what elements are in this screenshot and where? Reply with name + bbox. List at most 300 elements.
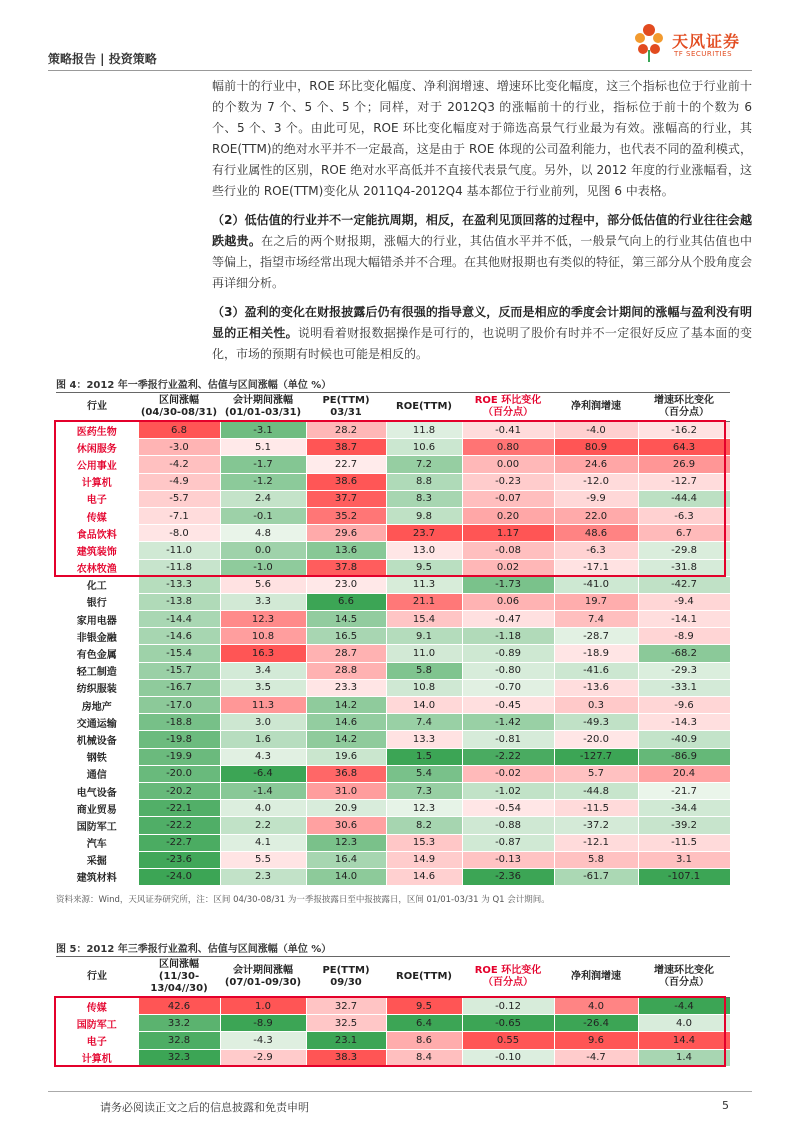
data-cell: -0.45 bbox=[462, 697, 554, 714]
industry-name: 轻工制造 bbox=[56, 662, 138, 679]
data-cell: -29.3 bbox=[638, 662, 730, 679]
data-cell: 0.06 bbox=[462, 593, 554, 610]
data-cell: 22.0 bbox=[554, 507, 638, 524]
data-cell: 0.3 bbox=[554, 697, 638, 714]
data-cell: 6.6 bbox=[306, 593, 386, 610]
flower-logo-icon bbox=[632, 22, 666, 62]
data-cell: -22.1 bbox=[138, 800, 220, 817]
industry-name: 纺织服装 bbox=[56, 679, 138, 696]
table-row bbox=[56, 507, 730, 524]
data-cell: 16.5 bbox=[306, 628, 386, 645]
table-row bbox=[56, 490, 730, 507]
data-cell: -37.2 bbox=[554, 817, 638, 834]
table-row bbox=[56, 679, 730, 696]
data-cell: 3.1 bbox=[638, 851, 730, 868]
industry-name: 休闲服务 bbox=[56, 439, 138, 456]
data-cell: 15.3 bbox=[386, 834, 462, 851]
table5-title: 图 5：2012 年三季报行业盈利、估值与区间涨幅（单位 %） bbox=[56, 944, 332, 955]
data-cell: -1.18 bbox=[462, 628, 554, 645]
table-row bbox=[56, 731, 730, 748]
table-row bbox=[56, 851, 730, 868]
industry-name: 计算机 bbox=[56, 1049, 138, 1066]
data-cell: -20.2 bbox=[138, 782, 220, 799]
data-cell: -14.6 bbox=[138, 628, 220, 645]
data-cell: -0.88 bbox=[462, 817, 554, 834]
table-row bbox=[56, 1049, 730, 1066]
data-cell: 6.7 bbox=[638, 525, 730, 542]
column-header: 净利润增速 bbox=[571, 401, 621, 412]
column-header: PE(TTM) 03/31 bbox=[322, 395, 370, 418]
data-cell: -21.7 bbox=[638, 782, 730, 799]
table-row bbox=[56, 998, 730, 1015]
data-cell: -1.02 bbox=[462, 782, 554, 799]
data-cell: 2.3 bbox=[220, 868, 306, 885]
industry-name: 化工 bbox=[56, 576, 138, 593]
data-cell: 1.17 bbox=[462, 525, 554, 542]
data-cell: -16.2 bbox=[638, 422, 730, 439]
data-cell: 3.0 bbox=[220, 714, 306, 731]
data-cell: -5.7 bbox=[138, 490, 220, 507]
data-cell: -127.7 bbox=[554, 748, 638, 765]
table4 bbox=[56, 392, 730, 886]
data-cell: 10.8 bbox=[386, 679, 462, 696]
data-cell: 19.6 bbox=[306, 748, 386, 765]
industry-name: 银行 bbox=[56, 593, 138, 610]
industry-name: 机械设备 bbox=[56, 731, 138, 748]
column-header: ROE(TTM) bbox=[396, 971, 452, 982]
industry-name: 公用事业 bbox=[56, 456, 138, 473]
data-cell: 4.8 bbox=[220, 525, 306, 542]
industry-name: 通信 bbox=[56, 765, 138, 782]
data-cell: -8.0 bbox=[138, 525, 220, 542]
data-cell: 32.5 bbox=[306, 1015, 386, 1032]
data-cell: -0.02 bbox=[462, 765, 554, 782]
data-cell: -0.81 bbox=[462, 731, 554, 748]
data-cell: 13.6 bbox=[306, 542, 386, 559]
data-cell: 14.0 bbox=[306, 868, 386, 885]
data-cell: 32.7 bbox=[306, 998, 386, 1015]
data-cell: 1.5 bbox=[386, 748, 462, 765]
industry-name: 非银金融 bbox=[56, 628, 138, 645]
table5 bbox=[56, 956, 730, 1067]
data-cell: -28.7 bbox=[554, 628, 638, 645]
paragraph-3-bold: （3）盈利的变化在财报披露后仍有很强的指导意义，反而是相应的季度会计期间的涨幅与盈利没有明显的正相关性。 bbox=[212, 305, 752, 340]
table-row bbox=[56, 576, 730, 593]
data-cell: -14.3 bbox=[638, 714, 730, 731]
data-cell: 23.7 bbox=[386, 525, 462, 542]
data-cell: -41.0 bbox=[554, 576, 638, 593]
data-cell: -20.0 bbox=[138, 765, 220, 782]
column-header: 会计期间涨幅 (07/01-09/30) bbox=[224, 965, 302, 988]
table-row bbox=[56, 714, 730, 731]
data-cell: -13.8 bbox=[138, 593, 220, 610]
column-header: 增速环比变化 （百分点） bbox=[654, 965, 714, 988]
footer-disclaimer: 请务必阅读正文之后的信息披露和免责申明 bbox=[100, 1101, 309, 1114]
tf-securities-logo bbox=[632, 22, 752, 66]
industry-name: 汽车 bbox=[56, 834, 138, 851]
data-cell: -44.4 bbox=[638, 490, 730, 507]
table-row bbox=[56, 645, 730, 662]
data-cell: 0.80 bbox=[462, 439, 554, 456]
table-row bbox=[56, 834, 730, 851]
paragraph-3 bbox=[212, 302, 752, 365]
industry-name: 计算机 bbox=[56, 473, 138, 490]
data-cell: 3.4 bbox=[220, 662, 306, 679]
paragraph-1: 幅前十的行业中，ROE 环比变化幅度、净利润增速、增速环比变化幅度，这三个指标也位于行业前十的个数为 7 个、5 个、5 个；同样，对于 2012Q3 的涨幅前十的行业，指标位于前十的个数为 6 个、5 个、3 个。由此可见，ROE 环比变化幅度对于筛选高景气行业最为有效。涨幅高的行业，其 ROE(TTM)的绝对水平并不一定最高，这是由于 ROE 体现的公司盈利能力，也代表不同的盈利模式，有行业属性的区别，ROE 绝对水平高低并不直接代表景气度。另外，以 2012 年度的行业涨幅看，这些行业的 ROE(TTM)变化从 2011Q4-2012Q4 基本都位于行业前列，见图 6 中表格。 bbox=[212, 79, 752, 198]
data-cell: 4.3 bbox=[220, 748, 306, 765]
data-cell: -0.47 bbox=[462, 611, 554, 628]
data-cell: 4.0 bbox=[220, 800, 306, 817]
data-cell: 5.6 bbox=[220, 576, 306, 593]
data-cell: -15.4 bbox=[138, 645, 220, 662]
data-cell: 11.0 bbox=[386, 645, 462, 662]
industry-name: 电气设备 bbox=[56, 782, 138, 799]
data-cell: 14.5 bbox=[306, 611, 386, 628]
data-cell: -3.1 bbox=[220, 422, 306, 439]
data-cell: 14.9 bbox=[386, 851, 462, 868]
data-cell: -0.89 bbox=[462, 645, 554, 662]
data-cell: 64.3 bbox=[638, 439, 730, 456]
data-cell: 38.6 bbox=[306, 473, 386, 490]
data-cell: 2.4 bbox=[220, 490, 306, 507]
data-cell: 48.6 bbox=[554, 525, 638, 542]
table-row bbox=[56, 542, 730, 559]
industry-name: 交通运输 bbox=[56, 714, 138, 731]
data-cell: 8.8 bbox=[386, 473, 462, 490]
data-cell: 37.7 bbox=[306, 490, 386, 507]
table-row bbox=[56, 473, 730, 490]
data-cell: -24.0 bbox=[138, 868, 220, 885]
table-row bbox=[56, 422, 730, 439]
data-cell: -13.3 bbox=[138, 576, 220, 593]
data-cell: -1.42 bbox=[462, 714, 554, 731]
data-cell: -23.6 bbox=[138, 851, 220, 868]
data-cell: -2.9 bbox=[220, 1049, 306, 1066]
data-cell: 7.4 bbox=[554, 611, 638, 628]
data-cell: -15.7 bbox=[138, 662, 220, 679]
data-cell: -1.7 bbox=[220, 456, 306, 473]
data-cell: 16.3 bbox=[220, 645, 306, 662]
data-cell: 31.0 bbox=[306, 782, 386, 799]
table-row bbox=[56, 628, 730, 645]
column-header: 区间涨幅 (04/30-08/31) bbox=[140, 395, 218, 418]
table-row bbox=[56, 593, 730, 610]
data-cell: 4.0 bbox=[554, 998, 638, 1015]
column-header: ROE 环比变化 （百分点） bbox=[474, 395, 542, 418]
table-row bbox=[56, 817, 730, 834]
industry-name: 国防军工 bbox=[56, 1015, 138, 1032]
data-cell: 32.3 bbox=[138, 1049, 220, 1066]
data-cell: 42.6 bbox=[138, 998, 220, 1015]
data-cell: 14.6 bbox=[306, 714, 386, 731]
data-cell: -4.2 bbox=[138, 456, 220, 473]
data-cell: 21.1 bbox=[386, 593, 462, 610]
data-cell: 0.00 bbox=[462, 456, 554, 473]
data-cell: -4.7 bbox=[554, 1049, 638, 1066]
data-cell: 4.1 bbox=[220, 834, 306, 851]
data-cell: -3.0 bbox=[138, 439, 220, 456]
data-cell: -0.54 bbox=[462, 800, 554, 817]
data-cell: 11.8 bbox=[386, 422, 462, 439]
data-cell: 23.1 bbox=[306, 1032, 386, 1049]
data-cell: 9.1 bbox=[386, 628, 462, 645]
data-cell: 30.6 bbox=[306, 817, 386, 834]
data-cell: 5.4 bbox=[386, 765, 462, 782]
column-header: ROE 环比变化 （百分点） bbox=[474, 965, 542, 988]
industry-name: 房地产 bbox=[56, 697, 138, 714]
data-cell: -40.9 bbox=[638, 731, 730, 748]
data-cell: -1.0 bbox=[220, 559, 306, 576]
data-cell: 9.6 bbox=[554, 1032, 638, 1049]
data-cell: -13.6 bbox=[554, 679, 638, 696]
table-row bbox=[56, 559, 730, 576]
data-cell: -0.13 bbox=[462, 851, 554, 868]
data-cell: -0.70 bbox=[462, 679, 554, 696]
industry-name: 采掘 bbox=[56, 851, 138, 868]
data-cell: -0.80 bbox=[462, 662, 554, 679]
table4-title: 图 4：2012 年一季报行业盈利、估值与区间涨幅（单位 %） bbox=[56, 380, 332, 391]
data-cell: -8.9 bbox=[638, 628, 730, 645]
data-cell: 11.3 bbox=[220, 697, 306, 714]
body-paragraphs bbox=[212, 76, 752, 373]
data-cell: -4.3 bbox=[220, 1032, 306, 1049]
data-cell: 38.7 bbox=[306, 439, 386, 456]
industry-name: 钢铁 bbox=[56, 748, 138, 765]
data-cell: 14.4 bbox=[638, 1032, 730, 1049]
data-cell: 32.8 bbox=[138, 1032, 220, 1049]
data-cell: 5.8 bbox=[554, 851, 638, 868]
data-cell: -17.1 bbox=[554, 559, 638, 576]
data-cell: -44.8 bbox=[554, 782, 638, 799]
data-cell: 7.4 bbox=[386, 714, 462, 731]
data-cell: -0.08 bbox=[462, 542, 554, 559]
data-cell: -9.6 bbox=[638, 697, 730, 714]
data-cell: -11.5 bbox=[638, 834, 730, 851]
table-row bbox=[56, 662, 730, 679]
data-cell: -6.4 bbox=[220, 765, 306, 782]
data-cell: 37.8 bbox=[306, 559, 386, 576]
data-cell: 0.20 bbox=[462, 507, 554, 524]
industry-name: 电子 bbox=[56, 1032, 138, 1049]
industry-name: 农林牧渔 bbox=[56, 559, 138, 576]
data-cell: 11.3 bbox=[386, 576, 462, 593]
data-cell: -22.7 bbox=[138, 834, 220, 851]
data-cell: -26.4 bbox=[554, 1015, 638, 1032]
data-cell: 29.6 bbox=[306, 525, 386, 542]
data-cell: -33.1 bbox=[638, 679, 730, 696]
data-cell: 5.5 bbox=[220, 851, 306, 868]
paragraph-3-text: 说明看着财报数据操作是可行的，也说明了股价有时并不一定很好反应了基本面的变化，市场的预期有时候也可能是相反的。 bbox=[212, 326, 752, 361]
data-cell: 0.0 bbox=[220, 542, 306, 559]
data-cell: 12.3 bbox=[306, 834, 386, 851]
table-row bbox=[56, 868, 730, 885]
table-row bbox=[56, 525, 730, 542]
data-cell: -19.9 bbox=[138, 748, 220, 765]
industry-name: 电子 bbox=[56, 490, 138, 507]
data-cell: -12.1 bbox=[554, 834, 638, 851]
data-cell: -31.8 bbox=[638, 559, 730, 576]
data-cell: 26.9 bbox=[638, 456, 730, 473]
data-cell: -41.6 bbox=[554, 662, 638, 679]
data-cell: -0.10 bbox=[462, 1049, 554, 1066]
table-row bbox=[56, 765, 730, 782]
industry-name: 建筑装饰 bbox=[56, 542, 138, 559]
data-cell: 8.4 bbox=[386, 1049, 462, 1066]
data-cell: 15.4 bbox=[386, 611, 462, 628]
data-cell: 10.8 bbox=[220, 628, 306, 645]
data-cell: 22.7 bbox=[306, 456, 386, 473]
data-cell: 5.1 bbox=[220, 439, 306, 456]
data-cell: 9.5 bbox=[386, 998, 462, 1015]
data-cell: 2.2 bbox=[220, 817, 306, 834]
industry-name: 医药生物 bbox=[56, 422, 138, 439]
data-cell: 35.2 bbox=[306, 507, 386, 524]
data-cell: 8.6 bbox=[386, 1032, 462, 1049]
brand-subtitle: TF SECURITIES bbox=[674, 50, 733, 58]
data-cell: -42.7 bbox=[638, 576, 730, 593]
table-row bbox=[56, 611, 730, 628]
table-row bbox=[56, 697, 730, 714]
footer-divider bbox=[48, 1091, 752, 1092]
industry-name: 食品饮料 bbox=[56, 525, 138, 542]
data-cell: 28.7 bbox=[306, 645, 386, 662]
data-cell: 10.6 bbox=[386, 439, 462, 456]
data-cell: 1.0 bbox=[220, 998, 306, 1015]
data-cell: 1.6 bbox=[220, 731, 306, 748]
report-header: 策略报告 | 投资策略 bbox=[48, 52, 157, 66]
data-cell: 20.4 bbox=[638, 765, 730, 782]
data-cell: -16.7 bbox=[138, 679, 220, 696]
data-cell: 3.3 bbox=[220, 593, 306, 610]
data-cell: 6.4 bbox=[386, 1015, 462, 1032]
table-row bbox=[56, 439, 730, 456]
column-header: 会计期间涨幅 (01/01-03/31) bbox=[224, 395, 302, 418]
data-cell: 14.0 bbox=[386, 697, 462, 714]
data-cell: -0.65 bbox=[462, 1015, 554, 1032]
data-cell: -18.8 bbox=[138, 714, 220, 731]
industry-name: 传媒 bbox=[56, 998, 138, 1015]
column-header: 增速环比变化 （百分点） bbox=[654, 395, 714, 418]
data-cell: -29.8 bbox=[638, 542, 730, 559]
table-row bbox=[56, 1015, 730, 1032]
data-cell: 12.3 bbox=[220, 611, 306, 628]
data-cell: 13.3 bbox=[386, 731, 462, 748]
data-cell: 38.3 bbox=[306, 1049, 386, 1066]
data-cell: 13.0 bbox=[386, 542, 462, 559]
data-cell: -0.87 bbox=[462, 834, 554, 851]
brand-name: 天风证券 bbox=[672, 32, 741, 51]
industry-name: 有色金属 bbox=[56, 645, 138, 662]
data-cell: -1.73 bbox=[462, 576, 554, 593]
data-cell: -12.0 bbox=[554, 473, 638, 490]
data-cell: -6.3 bbox=[554, 542, 638, 559]
data-cell: -39.2 bbox=[638, 817, 730, 834]
table-row bbox=[56, 456, 730, 473]
data-cell: 28.8 bbox=[306, 662, 386, 679]
column-header: PE(TTM) 09/30 bbox=[322, 965, 370, 988]
header-divider bbox=[48, 70, 752, 71]
data-cell: -22.2 bbox=[138, 817, 220, 834]
data-cell: -4.4 bbox=[638, 998, 730, 1015]
data-cell: 0.55 bbox=[462, 1032, 554, 1049]
data-cell: -8.9 bbox=[220, 1015, 306, 1032]
data-cell: 36.8 bbox=[306, 765, 386, 782]
paragraph-2 bbox=[212, 210, 752, 294]
column-header: 净利润增速 bbox=[571, 971, 621, 982]
data-cell: 1.4 bbox=[638, 1049, 730, 1066]
data-cell: -0.23 bbox=[462, 473, 554, 490]
table-row bbox=[56, 782, 730, 799]
data-cell: 14.2 bbox=[306, 697, 386, 714]
data-cell: 14.2 bbox=[306, 731, 386, 748]
paragraph-2-text: 在之后的两个财报期，涨幅大的行业，其估值水平并不低，一般景气向上的行业其估值也中等偏上，指望市场经常出现大幅错杀并不合理。在其他财报期也有类似的特征，第三部分从个股角度会再详细分析。 bbox=[212, 234, 753, 290]
source-note: 资料来源：Wind，天风证券研究所，注：区间 04/30-08/31 为一季报披露日至中报披露日，区间 01/01-03/31 为 Q1 会计期间。 bbox=[56, 895, 550, 905]
data-cell: -19.8 bbox=[138, 731, 220, 748]
data-cell: -0.12 bbox=[462, 998, 554, 1015]
data-cell: 12.3 bbox=[386, 800, 462, 817]
data-cell: -0.41 bbox=[462, 422, 554, 439]
industry-name: 国防军工 bbox=[56, 817, 138, 834]
industry-name: 传媒 bbox=[56, 507, 138, 524]
data-cell: 5.8 bbox=[386, 662, 462, 679]
data-cell: 9.5 bbox=[386, 559, 462, 576]
data-cell: -7.1 bbox=[138, 507, 220, 524]
data-cell: 80.9 bbox=[554, 439, 638, 456]
column-header: ROE(TTM) bbox=[396, 401, 452, 412]
data-cell: -0.1 bbox=[220, 507, 306, 524]
data-cell: -107.1 bbox=[638, 868, 730, 885]
data-cell: -14.4 bbox=[138, 611, 220, 628]
page-number: 5 bbox=[722, 1099, 729, 1112]
data-cell: -86.9 bbox=[638, 748, 730, 765]
data-cell: 6.8 bbox=[138, 422, 220, 439]
data-cell: 33.2 bbox=[138, 1015, 220, 1032]
data-cell: 19.7 bbox=[554, 593, 638, 610]
column-header: 行业 bbox=[87, 401, 107, 412]
data-cell: 5.7 bbox=[554, 765, 638, 782]
data-cell: 0.02 bbox=[462, 559, 554, 576]
column-header: 区间涨幅 (11/30-13/04//30) bbox=[150, 959, 208, 994]
data-cell: 4.0 bbox=[638, 1015, 730, 1032]
industry-name: 商业贸易 bbox=[56, 800, 138, 817]
data-cell: 8.3 bbox=[386, 490, 462, 507]
data-cell: 7.3 bbox=[386, 782, 462, 799]
data-cell: -1.4 bbox=[220, 782, 306, 799]
data-cell: -49.3 bbox=[554, 714, 638, 731]
data-cell: -20.0 bbox=[554, 731, 638, 748]
data-cell: -6.3 bbox=[638, 507, 730, 524]
industry-name: 建筑材料 bbox=[56, 868, 138, 885]
data-cell: 8.2 bbox=[386, 817, 462, 834]
data-cell: -9.4 bbox=[638, 593, 730, 610]
data-cell: 23.0 bbox=[306, 576, 386, 593]
data-cell: -2.22 bbox=[462, 748, 554, 765]
data-cell: -0.07 bbox=[462, 490, 554, 507]
data-cell: 16.4 bbox=[306, 851, 386, 868]
data-cell: 7.2 bbox=[386, 456, 462, 473]
data-cell: -18.9 bbox=[554, 645, 638, 662]
table-row bbox=[56, 748, 730, 765]
data-cell: -61.7 bbox=[554, 868, 638, 885]
data-cell: 20.9 bbox=[306, 800, 386, 817]
data-cell: 28.2 bbox=[306, 422, 386, 439]
data-cell: -11.0 bbox=[138, 542, 220, 559]
data-cell: -4.0 bbox=[554, 422, 638, 439]
table-row bbox=[56, 800, 730, 817]
data-cell: 14.6 bbox=[386, 868, 462, 885]
data-cell: -9.9 bbox=[554, 490, 638, 507]
data-cell: -1.2 bbox=[220, 473, 306, 490]
